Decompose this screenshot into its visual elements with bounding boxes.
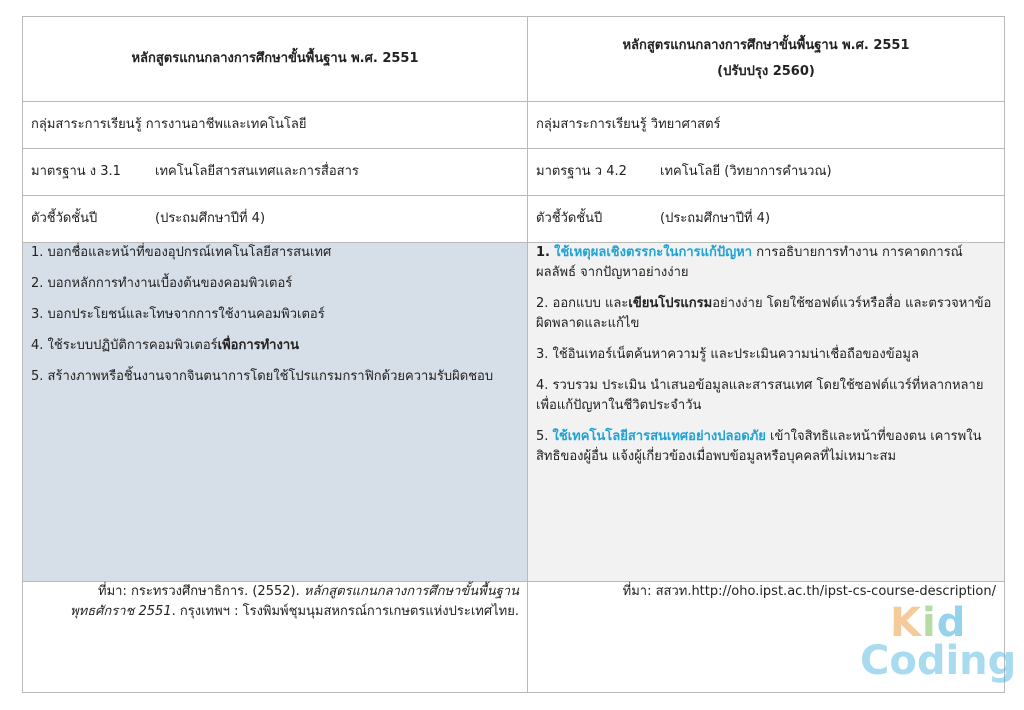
left-indicator-grade: (ประถมศึกษาปีที่ 4): [155, 211, 266, 226]
right-indicator-grade: (ประถมศึกษาปีที่ 4): [660, 211, 771, 226]
right-indicator-label: ตัวชี้วัดชั้นปี: [536, 211, 603, 226]
indicators-body-row: [23, 243, 1005, 582]
list-item: 1. บอกชื่อและหน้าที่ของอุปกรณ์เทคโนโลยีสารสนเทศ: [31, 245, 332, 260]
list-item: [536, 427, 996, 467]
left-source: [23, 582, 528, 693]
list-item: 2. บอกหลักการทำงานเบื้องต้นของคอมพิวเตอร์: [31, 276, 293, 291]
left-indicator: [23, 196, 528, 243]
list-item-text: 4. ใช้ระบบปฏิบัติการคอมพิวเตอร์: [31, 338, 218, 353]
right-title: หลักสูตรแกนกลางการศึกษาขั้นพื้นฐาน พ.ศ. 2551: [622, 38, 910, 53]
left-standard-code: มาตรฐาน ง 3.1: [31, 164, 121, 179]
list-item: [536, 294, 996, 334]
list-item: [536, 243, 996, 283]
list-item: [31, 336, 519, 356]
indicator-row: [23, 196, 1005, 243]
standard-row: [23, 149, 1005, 196]
source-title: หลักสูตรแกนกลางการศึกษาขั้นพื้นฐาน พุทธศักราช 2551: [70, 584, 519, 619]
right-indicator: [528, 196, 1005, 243]
header-row: [23, 17, 1005, 102]
right-indicator-list: [528, 243, 1005, 582]
left-standard-name: เทคโนโลยีสารสนเทศและการสื่อสาร: [155, 164, 359, 179]
list-item-number: 1.: [536, 245, 550, 260]
left-subject: กลุ่มสาระการเรียนรู้ การงานอาชีพและเทคโนโลยี: [23, 102, 528, 149]
list-item-text: อย่างง่าย โดยใช้ซอฟต์แวร์หรือสื่อ และตรวจหาข้อผิดพลาดและแก้ไข: [536, 296, 992, 331]
highlight-text: ใช้เทคโนโลยีสารสนเทศอย่างปลอดภัย: [552, 429, 766, 444]
list-item-number: 5.: [536, 429, 549, 444]
list-item: 3. บอกประโยชน์และโทษจากการใช้งานคอมพิวเตอร์: [31, 307, 325, 322]
list-item-bold: เพื่อการทำงาน: [217, 338, 300, 353]
right-standard-code: มาตรฐาน ว 4.2: [536, 164, 627, 179]
highlight-text: ใช้เหตุผลเชิงตรรกะในการแก้ปัญหา: [554, 245, 753, 260]
list-item: 3. ใช้อินเทอร์เน็ตค้นหาความรู้ และประเมินความน่าเชื่อถือของข้อมูล: [536, 347, 919, 362]
left-standard: [23, 149, 528, 196]
left-indicator-list: [23, 243, 528, 582]
logo-kid-text: Kid: [890, 600, 967, 646]
right-standard-name: เทคโนโลยี (วิทยาการคำนวณ): [660, 164, 832, 179]
source-row: [23, 582, 1005, 693]
list-item-text: 2. ออกแบบ และ: [536, 296, 629, 311]
list-item-bold: เขียนโปรแกรม: [628, 296, 713, 311]
list-item: 4. รวบรวม ประเมิน นำเสนอข้อมูลและสารสนเทศ โดยใช้ซอฟต์แวร์ที่หลากหลาย เพื่อแก้ปัญหาในชีวิตประจำวัน: [536, 378, 984, 413]
right-standard: [528, 149, 1005, 196]
left-indicator-label: ตัวชี้วัดชั้นปี: [31, 211, 98, 226]
list-item: 5. สร้างภาพหรือชิ้นงานจากจินตนาการโดยใช้โปรแกรมกราฟิกด้วยความรับผิดชอบ: [31, 369, 494, 384]
right-header-cell: [528, 17, 1005, 102]
left-header-cell: [23, 17, 528, 102]
comparison-table: [22, 16, 1005, 693]
list-item-text: เข้าใจสิทธิและหน้าที่ของตน เคารพในสิทธิของผู้อื่น แจ้งผู้เกี่ยวข้องเมื่อพบข้อมูลหรือบุคคลที่ไม่เหมาะสม: [536, 429, 982, 464]
subject-row: [23, 102, 1005, 149]
kidcoding-logo: [860, 600, 1017, 690]
logo-coding-text: Coding: [860, 638, 1017, 684]
source-url: ที่มา: สสวท.http://oho.ipst.ac.th/ipst-cs-course-description/: [622, 584, 996, 599]
right-subject: กลุ่มสาระการเรียนรู้ วิทยาศาสตร์: [528, 102, 1005, 149]
right-subtitle: (ปรับปรุง 2560): [717, 64, 815, 79]
left-title: หลักสูตรแกนกลางการศึกษาขั้นพื้นฐาน พ.ศ. 2551: [131, 51, 419, 66]
source-prefix: ที่มา: กระทรวงศึกษาธิการ. (2552).: [98, 584, 300, 599]
source-publisher: . กรุงเทพฯ : โรงพิมพ์ชุมนุมสหกรณ์การเกษตรแห่งประเทศไทย.: [171, 604, 519, 619]
list-item-text: การอธิบายการทำงาน การคาดการณ์ผลลัพธ์ จากปัญหาอย่างง่าย: [536, 245, 963, 280]
